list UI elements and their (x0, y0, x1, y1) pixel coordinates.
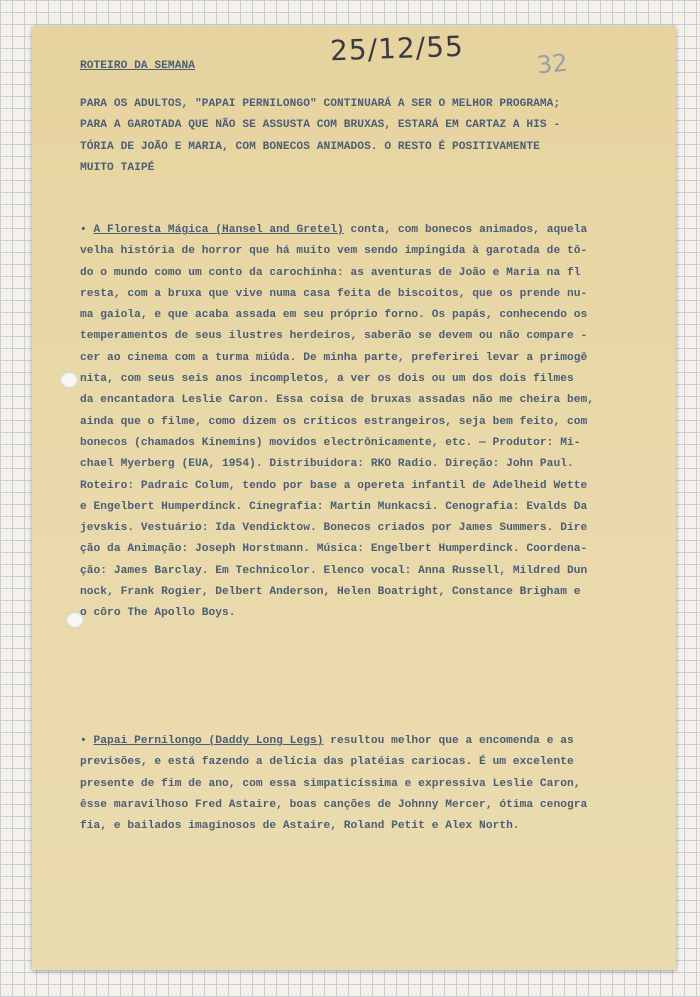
bullet: • (80, 224, 87, 236)
review-line: da encantadora Leslie Caron. Essa coisa de bruxas assadas não me cheira bem, (80, 394, 595, 407)
review-first-line (80, 731, 660, 752)
review-line: presente de fim de ano, com essa simpaticíssima e expressiva Leslie Caron, (80, 777, 581, 790)
title-text: ROTEIRO DA SEMANA (80, 60, 195, 72)
review-first-line (80, 220, 660, 241)
review-line: cer ao cinema com a turma miúda. De minha parte, preferirei levar a primogê (80, 351, 588, 364)
review-line: nita, com seus seis anos incompletos, a ver os dois ou um dos dois filmes (80, 373, 574, 386)
review-line: ma gaiola, e que acaba assada em seu próprio forno. Os papás, conhecendo os (80, 309, 588, 322)
film-title: A Floresta Mágica (Hansel and Gretel) (93, 224, 344, 236)
handwritten-date: 25/12/55 (329, 29, 465, 68)
review-line: ção: James Barclay. Em Technicolor. Elenco vocal: Anna Russell, Mildred Dun (80, 564, 588, 577)
review-daddy-long-legs (80, 731, 660, 837)
intro-line: PARA A GAROTADA QUE NÃO SE ASSUSTA COM BRUXAS, ESTARÁ EM CARTAZ A HIS - (80, 119, 561, 132)
first-line-rest: conta, com bonecos animados, aquela (343, 224, 588, 236)
intro-paragraph (80, 94, 660, 179)
review-line: ção da Animação: Joseph Horstmann. Música: Engelbert Humperdinck. Coordena- (80, 543, 588, 556)
review-line: e Engelbert Humperdinck. Cinegrafia: Martin Munkacsi. Cenografia: Evalds Da (80, 500, 588, 513)
review-line: resta, com a bruxa que vive numa casa feita de biscoitos, que os prende nu- (80, 287, 588, 300)
page-number: 32 (535, 48, 569, 80)
review-line: ainda que o filme, como dizem os críticos estrangeiros, seja bem feito, com (80, 415, 588, 428)
film-title: Papai Pernilongo (Daddy Long Legs) (93, 735, 324, 747)
review-line: fia, e bailados imaginosos de Astaire, Roland Petit e Alex North. (80, 820, 520, 833)
review-line: jevskis. Vestuário: Ida Vendicktow. Bonecos criados por James Summers. Dire (80, 522, 588, 535)
review-line: Roteiro: Padraic Colum, tendo por base a opereta infantil de Adelheid Wette (80, 479, 588, 492)
intro-line: PARA OS ADULTOS, "PAPAI PERNILONGO" CONTINUARÁ A SER O MELHOR PROGRAMA; (80, 98, 561, 110)
review-line: bonecos (chamados Kinemins) movidos electrônicamente, etc. — Produtor: Mi- (80, 436, 581, 449)
review-line: chael Myerberg (EUA, 1954). Distribuidora: RKO Radio. Direção: John Paul. (80, 458, 574, 471)
review-line: êsse maravilhoso Fred Astaire, boas canções de Johnny Mercer, ótima cenogra (80, 798, 588, 811)
page-title (80, 56, 660, 77)
intro-line: TÓRIA DE JOÃO E MARIA, COM BONECOS ANIMADOS. O RESTO É POSITIVAMENTE (80, 140, 540, 153)
review-line: nock, Frank Rogier, Delbert Anderson, Helen Boatright, Constance Brigham e (80, 586, 581, 599)
review-line: temperamentos de seus ilustres herdeiros, saberão se devem ou não compare - (80, 330, 588, 343)
intro-line: MUITO TAIPÉ (80, 161, 155, 174)
review-line: velha história de horror que há muito vem sendo impingida à garotada de tô- (80, 245, 588, 258)
review-hansel-and-gretel (80, 220, 660, 625)
review-line: o côro The Apollo Boys. (80, 607, 236, 620)
punch-hole-top (60, 372, 78, 388)
first-line-rest: resultou melhor que a encomenda e as (323, 735, 574, 747)
review-line: do o mundo como um conto da carochinha: as aventuras de João e Maria na fl (80, 266, 581, 279)
review-line: previsões, e está fazendo a delícia das platéias cariocas. É um excelente (80, 756, 574, 769)
bullet: • (80, 735, 87, 747)
